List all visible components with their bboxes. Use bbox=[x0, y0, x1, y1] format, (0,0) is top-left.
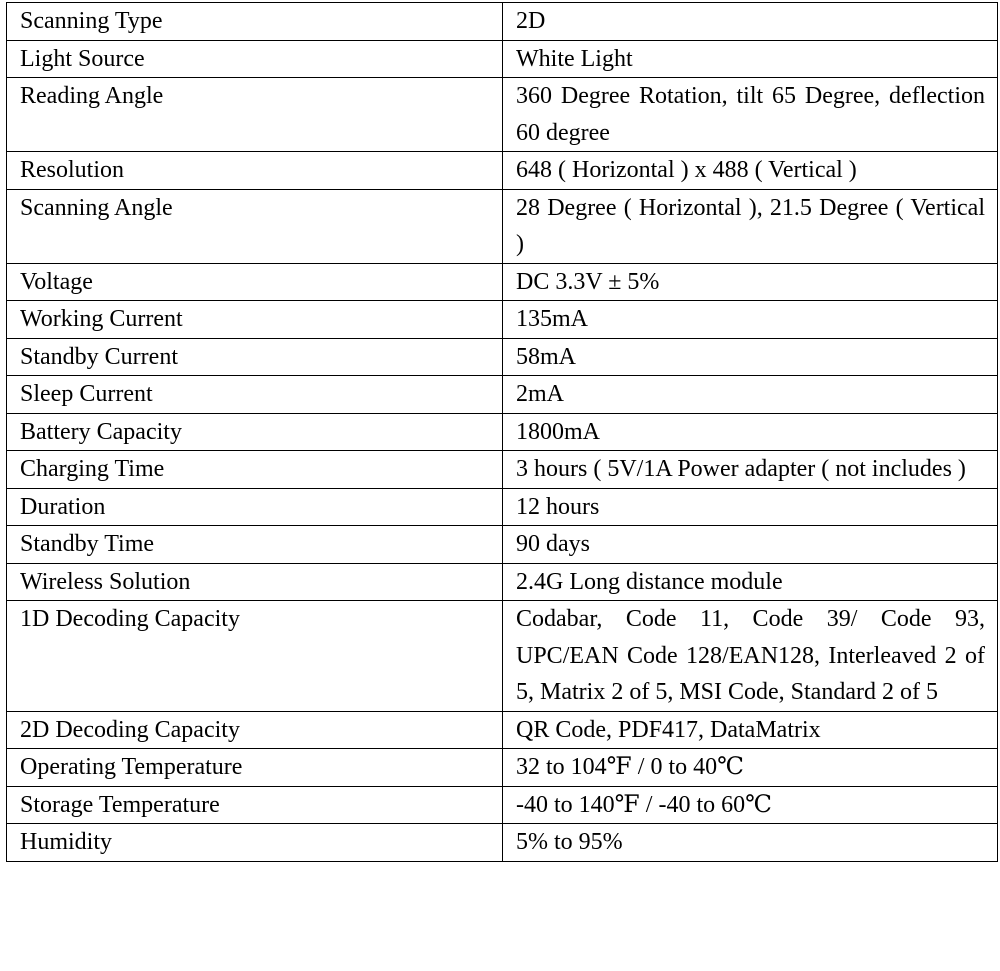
spec-value: 648 ( Horizontal ) x 488 ( Vertical ) bbox=[503, 152, 998, 190]
spec-label: Scanning Angle bbox=[7, 189, 503, 263]
table-row bbox=[7, 451, 998, 489]
spec-value: 90 days bbox=[503, 526, 998, 564]
spec-value: 2.4G Long distance module bbox=[503, 563, 998, 601]
spec-label: Humidity bbox=[7, 824, 503, 862]
spec-label: Wireless Solution bbox=[7, 563, 503, 601]
table-row bbox=[7, 711, 998, 749]
table-row bbox=[7, 301, 998, 339]
spec-value: 2D bbox=[503, 3, 998, 41]
table-row bbox=[7, 824, 998, 862]
table-row bbox=[7, 413, 998, 451]
spec-label: Standby Time bbox=[7, 526, 503, 564]
table-row bbox=[7, 376, 998, 414]
table-row bbox=[7, 786, 998, 824]
spec-label: Voltage bbox=[7, 263, 503, 301]
table-row bbox=[7, 3, 998, 41]
spec-value: 32 to 104℉ / 0 to 40℃ bbox=[503, 749, 998, 787]
spec-value: White Light bbox=[503, 40, 998, 78]
spec-label: Duration bbox=[7, 488, 503, 526]
spec-value: 5% to 95% bbox=[503, 824, 998, 862]
spec-label: 2D Decoding Capacity bbox=[7, 711, 503, 749]
spec-label: Scanning Type bbox=[7, 3, 503, 41]
table-row bbox=[7, 526, 998, 564]
table-row bbox=[7, 338, 998, 376]
spec-value: 1800mA bbox=[503, 413, 998, 451]
table-row bbox=[7, 749, 998, 787]
table-row bbox=[7, 601, 998, 712]
spec-label: Storage Temperature bbox=[7, 786, 503, 824]
spec-label: 1D Decoding Capacity bbox=[7, 601, 503, 712]
spec-label: Standby Current bbox=[7, 338, 503, 376]
spec-label: Operating Temperature bbox=[7, 749, 503, 787]
spec-value: DC 3.3V ± 5% bbox=[503, 263, 998, 301]
spec-value: Codabar, Code 11, Code 39/ Code 93, UPC/EAN Code 128/EAN128, Interleaved 2 of 5, Matrix 2 of 5, MSI Code, Standard 2 of 5 bbox=[503, 601, 998, 712]
table-row bbox=[7, 152, 998, 190]
spec-value: 3 hours ( 5V/1A Power adapter ( not includes ) bbox=[503, 451, 998, 489]
spec-label: Sleep Current bbox=[7, 376, 503, 414]
spec-value: 360 Degree Rotation, tilt 65 Degree, deflection 60 degree bbox=[503, 78, 998, 152]
table-row bbox=[7, 40, 998, 78]
spec-value: 12 hours bbox=[503, 488, 998, 526]
table-row bbox=[7, 78, 998, 152]
spec-table bbox=[6, 2, 998, 862]
spec-label: Resolution bbox=[7, 152, 503, 190]
table-row bbox=[7, 189, 998, 263]
spec-label: Working Current bbox=[7, 301, 503, 339]
spec-value: 135mA bbox=[503, 301, 998, 339]
table-row bbox=[7, 488, 998, 526]
spec-label: Light Source bbox=[7, 40, 503, 78]
spec-label: Reading Angle bbox=[7, 78, 503, 152]
spec-value: 2mA bbox=[503, 376, 998, 414]
spec-value: QR Code, PDF417, DataMatrix bbox=[503, 711, 998, 749]
spec-value: 28 Degree ( Horizontal ), 21.5 Degree ( Vertical ) bbox=[503, 189, 998, 263]
table-row bbox=[7, 263, 998, 301]
spec-table-body bbox=[7, 3, 998, 862]
spec-label: Battery Capacity bbox=[7, 413, 503, 451]
table-row bbox=[7, 563, 998, 601]
spec-value: -40 to 140℉ / -40 to 60℃ bbox=[503, 786, 998, 824]
spec-value: 58mA bbox=[503, 338, 998, 376]
spec-label: Charging Time bbox=[7, 451, 503, 489]
